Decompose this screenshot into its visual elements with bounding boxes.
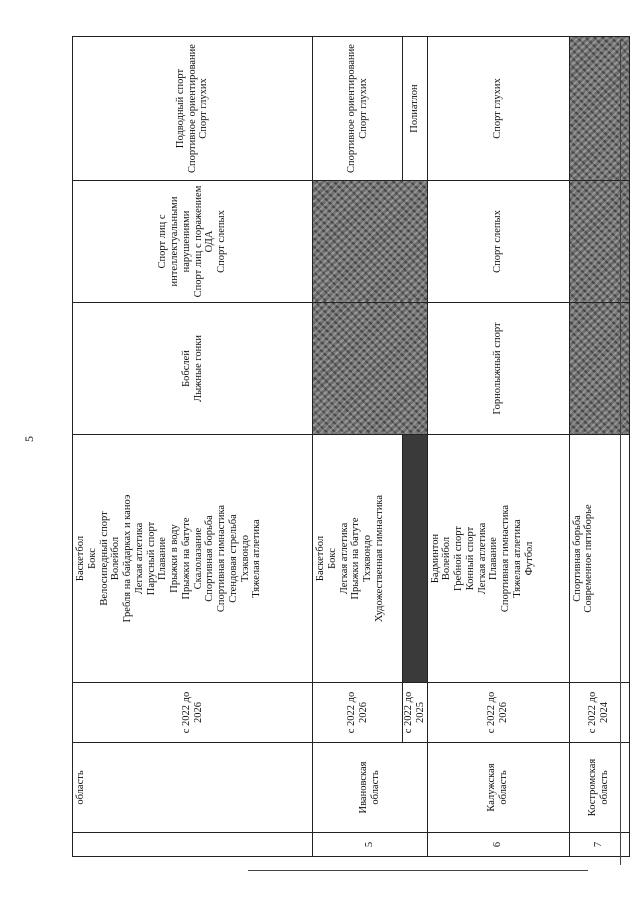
other-sports [403, 37, 428, 181]
sport-item: Спортивная гимнастика [500, 504, 511, 613]
sport-item: Спортивная борьба [204, 515, 216, 602]
row-number [73, 833, 313, 857]
sport-item: Футбол [523, 541, 535, 576]
period: с 2022 до 2025 [403, 683, 428, 743]
regions-table [72, 36, 630, 857]
sport-item: Прыжки в воду [169, 524, 180, 593]
page-number: 5 [22, 436, 36, 442]
sport-item: Легкая атлетика [133, 522, 145, 595]
sport-item: Плавание [488, 537, 500, 580]
paralympic-sports [73, 181, 313, 303]
sport-item: Скалолазание [192, 527, 204, 590]
sport-item: Спортивная борьба [571, 515, 583, 602]
table-row [73, 37, 313, 857]
sport-item: Велосипедный спорт [98, 511, 110, 606]
sport-item: Баскетбол [315, 535, 326, 582]
sport-item: Спорт слепых [216, 210, 227, 273]
row-number: 5 [313, 833, 428, 857]
table-row [403, 37, 428, 857]
row-number: 6 [427, 833, 569, 857]
period: с 2022 до 2026 [313, 683, 403, 743]
summer-sports [427, 435, 569, 683]
sport-item: Лыжные гонки [192, 334, 204, 403]
sport-item: Стендовая стрельба [227, 514, 239, 603]
table-row [427, 37, 569, 857]
sport-item: Волейбол [110, 536, 122, 581]
sport-item: Бадминтон [429, 533, 441, 584]
other-sports [73, 37, 313, 181]
winter-sports-empty [313, 303, 428, 435]
other-sports [427, 37, 569, 181]
winter-sports [73, 303, 313, 435]
sport-item: Гребной спорт [453, 526, 464, 592]
sport-item: Спортивное ориентирование [186, 44, 198, 173]
sport-item: Художественная гимнастика [373, 494, 385, 623]
period: с 2022 до 2024 [569, 683, 629, 743]
sport-item: Бокс [86, 548, 98, 569]
region-name: Калужская область [427, 743, 569, 833]
sport-item: Тхэквондо [239, 535, 251, 582]
scan-edge-line [248, 870, 588, 871]
row-number: 7 [569, 833, 629, 857]
period: с 2022 до 2026 [427, 683, 569, 743]
table-row [313, 37, 403, 857]
sport-item: Гребля на байдарках и каноэ [122, 494, 133, 623]
sport-item: Легкая атлетика [476, 522, 488, 595]
region-name: область [73, 743, 313, 833]
sport-item: Волейбол [441, 536, 453, 581]
sport-item: Полиатлон [408, 84, 420, 133]
region-name: Костромская область [569, 743, 629, 833]
sport-item: Прыжки на батуте [350, 517, 362, 600]
sport-item: Подводный спорт [174, 68, 186, 149]
region-name: Ивановская область [313, 743, 428, 833]
sport-item: Спортивное ориентирование [345, 44, 357, 173]
winter-sports [427, 303, 569, 435]
summer-sports-empty [403, 435, 428, 683]
sport-item: Плавание [157, 537, 169, 580]
sport-item: Парусный спорт [145, 521, 157, 596]
sport-item: Бобслей [180, 350, 192, 387]
sport-item: Тяжелая атлетика [251, 519, 263, 598]
summer-sports [73, 435, 313, 683]
sport-item: Горнолыжный спорт [492, 322, 504, 415]
sport-item: Спортивная гимнастика [216, 504, 227, 613]
paralympic-sports-empty [313, 181, 428, 303]
sport-item: Спорт слепых [492, 210, 504, 273]
sport-item: Спорт лиц с интеллектуальными нарушениями [157, 196, 192, 287]
sport-item: Баскетбол [75, 535, 86, 582]
sport-item: Спорт глухих [198, 78, 210, 139]
paralympic-sports [427, 181, 569, 303]
sport-item: Современное пятиборье [583, 504, 595, 613]
sport-item: Конный спорт [464, 526, 476, 591]
sport-item: Спорт глухих [492, 78, 504, 139]
period: с 2022 до 2026 [73, 683, 313, 743]
scan-edge-line [620, 40, 621, 865]
sport-item: Бокс [326, 548, 338, 569]
regions-table-wrapper [72, 37, 625, 857]
sport-item: Тхэквондо [362, 535, 373, 582]
sport-item: Тяжелая атлетика [511, 519, 523, 598]
other-sports [313, 37, 403, 181]
sport-item: Спорт глухих [357, 78, 369, 139]
summer-sports [313, 435, 403, 683]
sport-item: Прыжки на батуте [180, 517, 192, 600]
sport-item: Спорт лиц с поражением ОДА [192, 185, 216, 298]
sport-item: Легкая атлетика [338, 522, 350, 595]
